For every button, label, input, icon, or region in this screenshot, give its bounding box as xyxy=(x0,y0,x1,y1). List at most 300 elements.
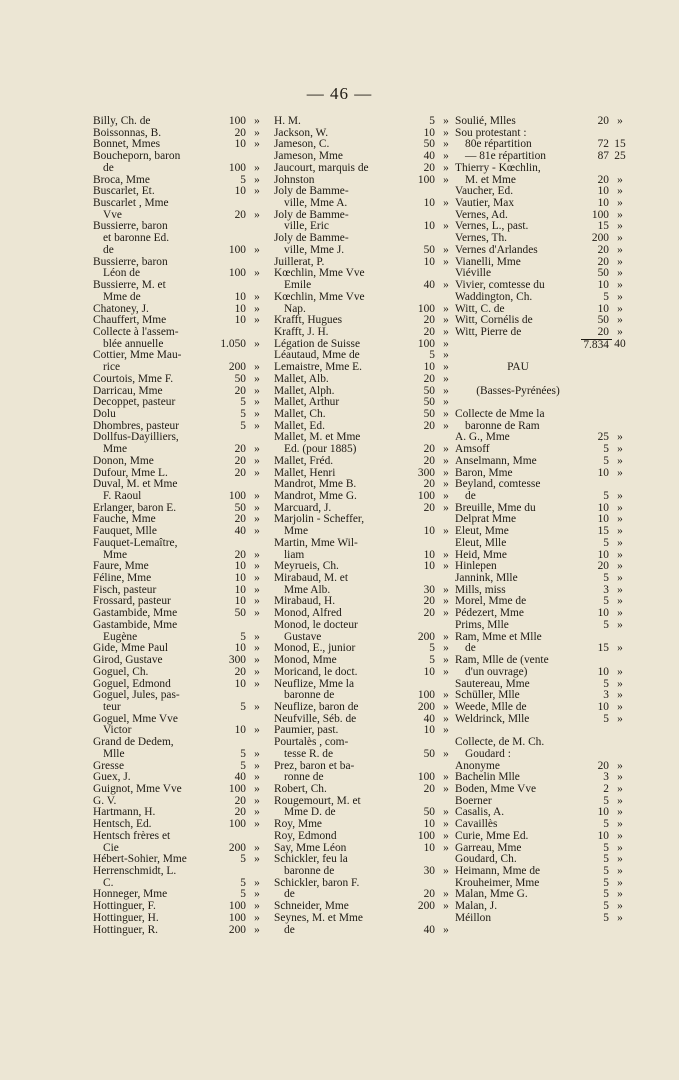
donor-name: Viéville xyxy=(455,268,492,280)
donor-row xyxy=(455,702,628,714)
donor-name: Marjolin - Scheffer, xyxy=(274,514,365,526)
amount-centimes: » xyxy=(254,361,260,374)
donor-name: Joly de Bamme- xyxy=(274,233,349,245)
amount-centimes: » xyxy=(443,466,449,479)
amount-centimes: » xyxy=(254,173,260,186)
donor-name: Buscarlet , Mme xyxy=(93,198,169,210)
donor-name: de xyxy=(103,162,114,174)
amount-centimes: » xyxy=(617,325,623,338)
amount-centimes: » xyxy=(254,290,260,303)
amount-centimes: » xyxy=(617,454,623,467)
donor-row xyxy=(455,198,628,210)
donor-name: Vivier, comtesse du xyxy=(455,280,545,292)
amount-francs: 5 xyxy=(603,595,609,608)
amount-centimes: » xyxy=(254,126,260,139)
donor-name: tesse R. de xyxy=(284,748,334,760)
donor-name: Schickler, baron F. xyxy=(274,877,360,889)
amount-francs: 100 xyxy=(228,900,246,913)
amount-francs: 20 xyxy=(423,443,435,456)
amount-francs: 10 xyxy=(423,841,435,854)
amount-francs xyxy=(407,913,438,925)
amount-francs: 40 xyxy=(234,525,246,538)
donor-name: Hentsch, Ed. xyxy=(93,819,152,831)
amount-centimes: » xyxy=(443,243,449,256)
donor-name: Dolu xyxy=(93,408,116,420)
amount-centimes: » xyxy=(617,911,623,924)
donor-name: Joly de Bamme- xyxy=(274,186,349,198)
donor-name: Mallet, Henri xyxy=(274,467,336,479)
amount-centimes: » xyxy=(617,595,623,608)
donor-row xyxy=(93,374,265,386)
donor-name xyxy=(455,350,581,362)
amount-centimes: » xyxy=(617,771,623,784)
donor-name: Cavaillès xyxy=(455,819,498,831)
donor-row xyxy=(274,866,454,878)
amount-francs: 20 xyxy=(597,243,609,256)
amount-francs: 200 xyxy=(417,700,435,713)
amount-centimes: » xyxy=(617,501,623,514)
amount-francs: 200 xyxy=(417,630,435,643)
donor-name xyxy=(455,374,581,386)
amount-francs xyxy=(581,362,612,374)
amount-centimes: » xyxy=(443,642,449,655)
donor-name: Mme xyxy=(103,444,128,456)
donor-name: Jameson, C. xyxy=(274,139,330,151)
amount-centimes: » xyxy=(443,607,449,620)
donor-name: Hottinguer, R. xyxy=(93,924,159,936)
amount-centimes: » xyxy=(617,782,623,795)
section-heading xyxy=(455,386,628,398)
amount-centimes: » xyxy=(254,654,260,667)
amount-centimes: » xyxy=(254,115,260,127)
donor-row xyxy=(274,292,454,304)
donor-row xyxy=(455,280,628,292)
donor-name: Vernes, L., past. xyxy=(455,221,529,233)
amount-centimes xyxy=(612,350,628,362)
amount-francs: 20 xyxy=(423,595,435,608)
amount-centimes: » xyxy=(443,279,449,292)
amount-centimes: » xyxy=(617,829,623,842)
donor-row xyxy=(455,444,628,456)
amount-francs: 200 xyxy=(228,923,246,936)
donor-row xyxy=(93,725,265,737)
donor-name: Frossard, pasteur xyxy=(93,596,171,608)
amount-francs: 10 xyxy=(423,560,435,573)
donor-row xyxy=(455,397,628,409)
donor-name: Beyland, comtesse xyxy=(455,479,541,491)
donor-row xyxy=(455,350,628,362)
donor-row xyxy=(455,854,628,866)
donor-name: Mallet, Alb. xyxy=(274,373,329,385)
amount-centimes: » xyxy=(617,443,623,456)
donor-row xyxy=(274,667,454,679)
donor-column-3 xyxy=(455,116,628,925)
donor-row xyxy=(274,221,454,233)
amount-francs: 15 xyxy=(597,525,609,538)
amount-centimes xyxy=(249,620,265,632)
donor-row xyxy=(274,163,454,175)
donor-name: Soulié, Mlles xyxy=(455,116,516,127)
donor-name: Juillerat, P. xyxy=(274,256,325,268)
donor-row xyxy=(93,878,265,890)
donor-name: PAU xyxy=(507,362,529,374)
amount-centimes: 25 xyxy=(614,150,626,163)
donor-row xyxy=(93,268,265,280)
donor-name: Billy, Ch. de xyxy=(93,116,151,127)
donor-name: Hottinguer, F. xyxy=(93,901,156,913)
donor-name: Mills, miss xyxy=(455,584,506,596)
amount-francs: 40 xyxy=(423,279,435,292)
amount-francs: 50 xyxy=(234,607,246,620)
donor-row xyxy=(455,151,628,163)
amount-francs: 10 xyxy=(597,185,609,198)
amount-centimes: » xyxy=(443,841,449,854)
amount-centimes: » xyxy=(443,384,449,397)
amount-centimes: » xyxy=(443,712,449,725)
amount-centimes: » xyxy=(254,372,260,385)
amount-francs: 20 xyxy=(234,466,246,479)
amount-centimes: » xyxy=(254,443,260,456)
donor-name: Goudard, Ch. xyxy=(455,854,517,866)
donor-name: Weede, Mlle de xyxy=(455,701,527,713)
donor-name: Erlanger, baron E. xyxy=(93,502,177,514)
amount-centimes: » xyxy=(254,407,260,420)
donor-name: Bussierre, baron xyxy=(93,221,168,233)
donor-row xyxy=(455,608,628,620)
donor-row xyxy=(455,725,628,737)
donor-name: Cie xyxy=(103,842,119,854)
amount-francs: 200 xyxy=(591,232,609,245)
amount-centimes: » xyxy=(443,865,449,877)
donor-name: Léon de xyxy=(103,268,141,280)
donor-name: Krafft, J. H. xyxy=(274,326,329,338)
amount-francs xyxy=(581,397,612,409)
donor-name: Curie, Mme Ed. xyxy=(455,830,529,842)
donor-name: G. V. xyxy=(93,795,117,807)
amount-centimes: » xyxy=(443,724,449,737)
donor-name: Ed. (pour 1885) xyxy=(284,444,357,456)
amount-francs: 5 xyxy=(240,747,246,760)
amount-francs: 20 xyxy=(423,782,435,795)
donor-name: Jameson, Mme xyxy=(274,151,343,163)
amount-centimes xyxy=(438,573,454,585)
amount-centimes: » xyxy=(443,888,449,901)
donor-name: Victor xyxy=(103,725,132,737)
amount-centimes: » xyxy=(617,560,623,573)
donor-row xyxy=(93,245,265,257)
amount-centimes: » xyxy=(254,583,260,596)
donor-name: F. Raoul xyxy=(103,491,142,502)
amount-francs: 10 xyxy=(597,829,609,842)
donor-name: Casalis, A. xyxy=(455,807,505,819)
amount-centimes: » xyxy=(254,665,260,678)
donor-name: et baronne Ed. xyxy=(103,233,170,245)
amount-centimes: » xyxy=(617,185,623,198)
amount-francs: 300 xyxy=(228,654,246,667)
donor-name: Mme xyxy=(284,526,309,538)
donor-name: Hartmann, H. xyxy=(93,807,156,819)
amount-francs: 10 xyxy=(234,185,246,198)
donor-name: Monod, Alfred xyxy=(274,608,342,620)
amount-centimes: » xyxy=(617,572,623,585)
donor-row xyxy=(93,679,265,691)
donor-row xyxy=(274,725,454,737)
donor-name: Mirabaud, M. et xyxy=(274,573,349,585)
donor-name: Hottinguer, H. xyxy=(93,912,159,924)
donor-name: Hentsch frères et xyxy=(93,830,171,842)
amount-francs: 1.050 xyxy=(220,337,246,350)
amount-centimes: » xyxy=(254,454,260,467)
amount-centimes: » xyxy=(254,782,260,795)
donor-name: Paumier, past. xyxy=(274,725,339,737)
donor-name: ville, Mme J. xyxy=(284,244,345,256)
donor-row xyxy=(274,620,454,632)
amount-centimes: » xyxy=(254,161,260,174)
amount-centimes: » xyxy=(443,372,449,385)
amount-centimes xyxy=(612,163,628,175)
donor-name: Collecte de Mme la xyxy=(455,408,545,420)
amount-centimes xyxy=(438,620,454,632)
amount-centimes xyxy=(612,409,628,421)
amount-centimes: » xyxy=(254,501,260,514)
amount-francs: 10 xyxy=(423,197,435,210)
amount-centimes: » xyxy=(443,396,449,409)
amount-francs: 10 xyxy=(597,806,609,819)
donor-name: Prez, baron et ba- xyxy=(274,760,355,772)
donor-row xyxy=(93,831,265,843)
amount-francs: 100 xyxy=(417,771,435,784)
donor-name: Bonnet, Mmes xyxy=(93,139,161,151)
donor-name: Heimann, Mme de xyxy=(455,866,541,877)
donor-name: Jaucourt, marquis de xyxy=(274,162,369,174)
amount-centimes: » xyxy=(617,513,623,526)
amount-francs: 20 xyxy=(234,454,246,467)
amount-francs: 10 xyxy=(597,548,609,561)
donor-name: Dollfus-Dayilliers, xyxy=(93,432,179,444)
amount-centimes xyxy=(249,221,265,233)
donor-name: Grand de Dedem, xyxy=(93,737,174,749)
amount-centimes: » xyxy=(617,876,623,889)
amount-francs xyxy=(581,386,612,398)
donor-name: de xyxy=(465,491,476,502)
amount-francs: 40 xyxy=(234,771,246,784)
amount-centimes: » xyxy=(254,337,260,350)
amount-francs: 100 xyxy=(228,818,246,831)
donor-row xyxy=(455,573,628,585)
donor-row xyxy=(455,468,628,480)
donor-name: liam xyxy=(284,549,305,561)
amount-francs: 5 xyxy=(603,818,609,831)
amount-francs xyxy=(218,221,249,233)
amount-francs: 5 xyxy=(240,876,246,889)
donor-row xyxy=(93,538,265,550)
donor-row xyxy=(455,866,628,878)
amount-centimes: » xyxy=(617,525,623,538)
amount-centimes xyxy=(612,725,628,737)
donor-row xyxy=(455,749,628,761)
amount-centimes: » xyxy=(617,243,623,256)
amount-francs: 200 xyxy=(228,841,246,854)
donor-name: C. xyxy=(103,877,114,889)
amount-centimes: » xyxy=(254,794,260,807)
donor-row xyxy=(274,702,454,714)
amount-centimes: » xyxy=(254,525,260,538)
amount-francs: 5 xyxy=(240,396,246,409)
donor-row xyxy=(274,913,454,925)
donor-name: Ram, Mme et Mlle xyxy=(455,631,542,643)
donor-name: Guex, J. xyxy=(93,772,131,784)
amount-centimes: » xyxy=(254,771,260,784)
donor-name: baronne de Ram xyxy=(465,420,540,432)
donor-row xyxy=(455,714,628,726)
amount-francs xyxy=(581,350,612,362)
amount-francs: 20 xyxy=(423,888,435,901)
donor-name: Goguel, Ch. xyxy=(93,666,149,678)
amount-francs: 20 xyxy=(234,806,246,819)
amount-francs: 100 xyxy=(228,490,246,502)
donor-name: Neuflize, Mme la xyxy=(274,678,355,690)
amount-centimes: » xyxy=(443,630,449,643)
amount-francs: 5 xyxy=(240,759,246,772)
amount-centimes: » xyxy=(617,677,623,690)
donor-name: Fisch, pasteur xyxy=(93,584,157,596)
amount-centimes: » xyxy=(443,923,449,936)
donor-row xyxy=(93,186,265,198)
donor-row xyxy=(93,468,265,480)
amount-francs: 20 xyxy=(423,325,435,338)
amount-francs xyxy=(407,573,438,585)
amount-francs: 100 xyxy=(417,302,435,315)
amount-centimes: 40 xyxy=(614,337,626,350)
donor-name: Meyrueis, Ch. xyxy=(274,561,339,573)
donor-name: Mandrot, Mme B. xyxy=(274,479,357,491)
donor-name: Krouheimer, Mme xyxy=(455,877,540,889)
amount-centimes: » xyxy=(617,794,623,807)
amount-centimes: » xyxy=(617,490,623,502)
amount-francs: 10 xyxy=(234,724,246,737)
donor-name: — 81e répartition xyxy=(465,151,546,163)
amount-centimes: » xyxy=(443,325,449,338)
amount-centimes: » xyxy=(254,806,260,819)
amount-francs: 5 xyxy=(603,841,609,854)
donor-name: Dhombres, pasteur xyxy=(93,420,180,432)
donor-name xyxy=(455,339,581,351)
amount-francs: 3 xyxy=(603,689,609,702)
amount-centimes: » xyxy=(254,208,260,221)
amount-francs xyxy=(218,620,249,632)
donor-name: Vernes d'Arlandes xyxy=(455,244,538,256)
donor-row xyxy=(274,409,454,421)
amount-centimes: » xyxy=(617,255,623,268)
donor-name: Mirabaud, H. xyxy=(274,596,336,608)
donor-row xyxy=(274,175,454,187)
donor-row xyxy=(455,561,628,573)
donor-row xyxy=(455,901,628,913)
donor-name: baronne de xyxy=(284,866,335,877)
donor-row xyxy=(455,784,628,796)
donor-name: Vernes, Ad. xyxy=(455,209,508,221)
donor-name: de xyxy=(284,889,295,901)
amount-centimes: » xyxy=(254,513,260,526)
donor-row xyxy=(93,854,265,866)
donor-name: Légation de Suisse xyxy=(274,338,361,350)
amount-centimes xyxy=(438,292,454,304)
amount-centimes xyxy=(612,397,628,409)
amount-francs: 20 xyxy=(423,419,435,432)
amount-francs: 100 xyxy=(228,267,246,280)
donor-row xyxy=(93,573,265,585)
amount-centimes: » xyxy=(443,501,449,514)
donor-name: Boerner xyxy=(455,795,492,807)
amount-centimes: » xyxy=(443,829,449,842)
donor-row xyxy=(455,491,628,503)
amount-centimes: » xyxy=(443,337,449,350)
amount-centimes xyxy=(249,831,265,843)
donor-row xyxy=(274,374,454,386)
amount-centimes: » xyxy=(254,138,260,151)
amount-centimes: » xyxy=(617,642,623,655)
donor-name: Vaucher, Ed. xyxy=(455,186,514,198)
amount-centimes: » xyxy=(443,583,449,596)
amount-francs: 300 xyxy=(417,466,435,479)
amount-centimes: » xyxy=(443,689,449,702)
donor-name: Malan, J. xyxy=(455,901,498,913)
donor-name: Neufville, Séb. de xyxy=(274,713,357,725)
amount-francs: 5 xyxy=(603,677,609,690)
amount-francs: 20 xyxy=(423,454,435,467)
donor-name: Fauquet-Lemaître, xyxy=(93,537,178,549)
amount-francs: 5 xyxy=(240,853,246,866)
donor-row xyxy=(274,456,454,468)
donor-name: Rougemourt, M. et xyxy=(274,795,361,807)
amount-centimes: » xyxy=(443,407,449,420)
donor-name: M. et Mme xyxy=(465,174,516,186)
donor-row xyxy=(93,397,265,409)
amount-francs: 10 xyxy=(234,560,246,573)
donor-name: Prims, Mlle xyxy=(455,619,509,631)
amount-centimes xyxy=(438,538,454,550)
donor-name: Gresse xyxy=(93,760,124,772)
amount-francs: 5 xyxy=(603,853,609,866)
amount-centimes: » xyxy=(254,396,260,409)
donor-name: Vianelli, Mme xyxy=(455,256,521,268)
donor-name: Vautier, Max xyxy=(455,198,515,210)
donor-row xyxy=(93,702,265,714)
amount-francs: 20 xyxy=(423,501,435,514)
amount-francs: 5 xyxy=(429,115,435,127)
amount-francs: 20 xyxy=(423,372,435,385)
donor-name: Léautaud, Mme de xyxy=(274,350,360,362)
amount-centimes: » xyxy=(443,454,449,467)
amount-centimes: » xyxy=(617,806,623,819)
donor-row xyxy=(274,280,454,292)
amount-centimes: » xyxy=(443,560,449,573)
donor-name: Robert, Ch. xyxy=(274,783,327,795)
donor-name: ville, Mme A. xyxy=(284,198,348,210)
amount-centimes: » xyxy=(617,220,623,233)
donor-row xyxy=(455,761,628,773)
amount-centimes: » xyxy=(254,759,260,772)
amount-centimes: » xyxy=(617,197,623,210)
amount-francs: 100 xyxy=(417,173,435,186)
donor-name: Boucheporn, baron xyxy=(93,151,181,163)
donor-row xyxy=(455,889,628,901)
donor-name: Eleut, Mme xyxy=(455,526,509,538)
donor-name: Breuille, Mme du xyxy=(455,502,536,514)
donor-row xyxy=(93,315,265,327)
amount-centimes xyxy=(612,737,628,749)
donor-name: Mme de xyxy=(103,291,141,303)
